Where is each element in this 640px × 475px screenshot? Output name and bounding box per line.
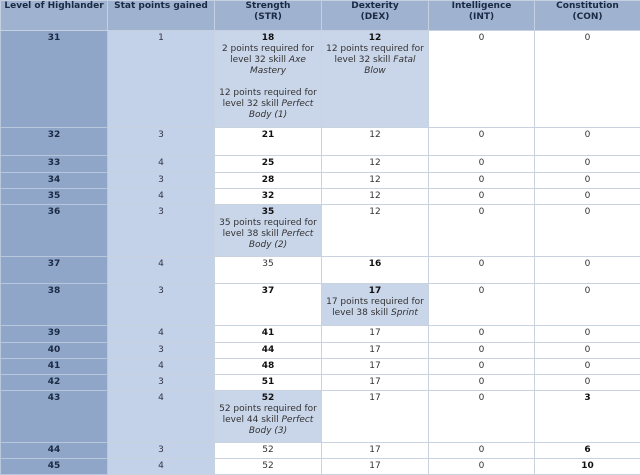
str-cell [215,391,322,443]
int-cell [429,459,535,475]
header-row [1,1,640,31]
str-cell [215,359,322,375]
header-abbr: (DEX) [324,12,426,23]
points-gained-cell: 3 [108,343,215,359]
int-value: 0 [431,445,532,456]
con-value: 0 [537,33,638,44]
con-value: 6 [537,445,638,456]
str-value: 44 [217,345,319,356]
int-cell [429,156,535,173]
con-cell [535,173,640,189]
skill-name: Sprint [391,308,418,318]
header-con [535,1,640,31]
points-gained-cell: 4 [108,391,215,443]
dex-value: 12 [324,33,426,44]
header-int [429,1,535,31]
table-row [1,391,640,443]
header-label: Stat points gained [114,1,208,11]
str-cell [215,173,322,189]
int-cell [429,359,535,375]
int-cell [429,189,535,205]
str-value: 18 [217,33,319,44]
header-label: Intelligence [431,1,532,12]
dex-cell [322,189,429,205]
int-cell [429,375,535,391]
header-abbr: (INT) [431,12,532,23]
level-cell: 42 [1,375,108,391]
int-value: 0 [431,158,532,169]
header-abbr: (STR) [217,12,319,23]
level-cell: 34 [1,173,108,189]
table-row [1,156,640,173]
header-gained [108,1,215,31]
header-level [1,1,108,31]
con-value: 3 [537,393,638,404]
header-label: Level of Highlander [4,1,103,11]
str-cell [215,343,322,359]
level-cell: 44 [1,443,108,459]
con-value: 0 [537,158,638,169]
con-cell [535,459,640,475]
dex-value: 17 [324,445,426,456]
con-cell [535,359,640,375]
note-text: 12 points required for level 32 skill [219,88,317,109]
level-cell: 33 [1,156,108,173]
con-value: 0 [537,191,638,202]
skill-rank: (3) [272,426,288,436]
int-value: 0 [431,207,532,218]
con-cell [535,156,640,173]
int-value: 0 [431,361,532,372]
dex-value: 17 [324,361,426,372]
level-cell: 36 [1,205,108,257]
skill-requirement-note [217,44,319,77]
con-value: 0 [537,207,638,218]
con-value: 0 [537,175,638,186]
table-row [1,443,640,459]
con-cell [535,257,640,284]
con-cell [535,189,640,205]
points-gained-cell: 3 [108,205,215,257]
str-value: 37 [217,286,319,297]
dex-value: 12 [324,207,426,218]
dex-value: 17 [324,461,426,472]
note-text: 17 points required for level 38 skill [326,297,424,318]
table-row [1,284,640,326]
con-value: 0 [537,361,638,372]
int-cell [429,391,535,443]
skill-rank: (2) [272,240,288,250]
int-cell [429,31,535,128]
level-cell: 45 [1,459,108,475]
dex-cell [322,257,429,284]
dex-cell [322,128,429,156]
str-value: 52 [217,393,319,404]
dex-value: 12 [324,175,426,186]
con-cell [535,343,640,359]
header-label: Strength [217,1,319,12]
con-value: 0 [537,328,638,339]
str-cell [215,375,322,391]
dex-cell [322,375,429,391]
dex-cell [322,459,429,475]
points-gained-cell: 4 [108,156,215,173]
str-cell [215,443,322,459]
con-cell [535,375,640,391]
str-cell [215,257,322,284]
con-value: 0 [537,130,638,141]
dex-cell [322,343,429,359]
level-cell: 38 [1,284,108,326]
skill-rank: (1) [272,110,288,120]
dex-cell [322,31,429,128]
table-row [1,343,640,359]
dex-value: 12 [324,191,426,202]
skill-requirement-note [217,218,319,251]
str-value: 28 [217,175,319,186]
points-gained-cell: 4 [108,459,215,475]
con-value: 10 [537,461,638,472]
int-value: 0 [431,345,532,356]
points-gained-cell: 4 [108,359,215,375]
int-value: 0 [431,191,532,202]
level-cell: 41 [1,359,108,375]
table-row [1,128,640,156]
header-str [215,1,322,31]
dex-value: 16 [324,259,426,270]
dex-cell [322,156,429,173]
con-value: 0 [537,286,638,297]
note-text: 12 points required for level 32 skill [326,44,424,65]
con-cell [535,391,640,443]
str-value: 32 [217,191,319,202]
level-cell: 39 [1,326,108,343]
note-spacer [217,77,319,88]
con-cell [535,326,640,343]
table-row [1,326,640,343]
int-value: 0 [431,461,532,472]
str-cell [215,156,322,173]
str-value: 41 [217,328,319,339]
dex-cell [322,443,429,459]
int-value: 0 [431,259,532,270]
int-value: 0 [431,33,532,44]
int-value: 0 [431,328,532,339]
dex-cell [322,205,429,257]
table-row [1,31,640,128]
int-cell [429,326,535,343]
con-cell [535,284,640,326]
int-value: 0 [431,286,532,297]
points-gained-cell: 3 [108,173,215,189]
table-row [1,459,640,475]
header-dex [322,1,429,31]
int-cell [429,205,535,257]
table-body [1,31,640,475]
level-cell: 35 [1,189,108,205]
skill-name: Perfect Body [249,229,314,250]
con-value: 0 [537,345,638,356]
dex-value: 17 [324,377,426,388]
level-cell: 40 [1,343,108,359]
note-text: 2 points required for level 32 skill [222,44,314,65]
skill-name: Perfect Body [249,99,314,120]
dex-value: 12 [324,130,426,141]
dex-cell [322,326,429,343]
dex-value: 17 [324,345,426,356]
int-cell [429,284,535,326]
con-cell [535,205,640,257]
level-cell: 31 [1,31,108,128]
con-value: 0 [537,377,638,388]
dex-cell [322,391,429,443]
str-value: 52 [217,445,319,456]
int-cell [429,128,535,156]
dex-value: 17 [324,328,426,339]
points-gained-cell: 4 [108,189,215,205]
str-value: 51 [217,377,319,388]
int-cell [429,173,535,189]
str-cell [215,189,322,205]
int-value: 0 [431,130,532,141]
dex-cell [322,284,429,326]
int-value: 0 [431,393,532,404]
int-cell [429,343,535,359]
skill-requirement-note [217,88,319,121]
con-cell [535,128,640,156]
str-value: 25 [217,158,319,169]
int-value: 0 [431,175,532,186]
dex-value: 17 [324,286,426,297]
points-gained-cell: 3 [108,128,215,156]
skill-name: Axe Mastery [250,55,306,76]
skill-requirement-note [217,404,319,437]
header-label: Dexterity [324,1,426,12]
dex-value: 12 [324,158,426,169]
str-cell [215,128,322,156]
level-cell: 37 [1,257,108,284]
table-row [1,189,640,205]
skill-name: Fatal Blow [364,55,415,76]
level-cell: 43 [1,391,108,443]
skill-requirement-note [324,44,426,77]
str-cell [215,326,322,343]
header-label: Constitution [537,1,638,12]
points-gained-cell: 3 [108,443,215,459]
points-gained-cell: 4 [108,257,215,284]
int-cell [429,257,535,284]
str-cell [215,31,322,128]
dex-cell [322,359,429,375]
table-row [1,359,640,375]
table-row [1,375,640,391]
skill-requirement-note [324,297,426,319]
str-cell [215,284,322,326]
dex-value: 17 [324,393,426,404]
str-cell [215,459,322,475]
str-value: 21 [217,130,319,141]
points-gained-cell: 4 [108,326,215,343]
table-row [1,257,640,284]
dex-cell [322,173,429,189]
points-gained-cell: 3 [108,375,215,391]
int-value: 0 [431,377,532,388]
note-text: 52 points required for level 44 skill [219,404,317,425]
note-text: 35 points required for level 38 skill [219,218,317,239]
table-row [1,205,640,257]
level-cell: 32 [1,128,108,156]
str-cell [215,205,322,257]
con-value: 0 [537,259,638,270]
table-row [1,173,640,189]
con-cell [535,443,640,459]
points-gained-cell: 3 [108,284,215,326]
str-value: 48 [217,361,319,372]
points-gained-cell: 1 [108,31,215,128]
skill-name: Perfect Body [249,415,314,436]
con-cell [535,31,640,128]
header-abbr: (CON) [537,12,638,23]
str-value: 35 [217,207,319,218]
str-value: 35 [217,259,319,270]
str-value: 52 [217,461,319,472]
int-cell [429,443,535,459]
